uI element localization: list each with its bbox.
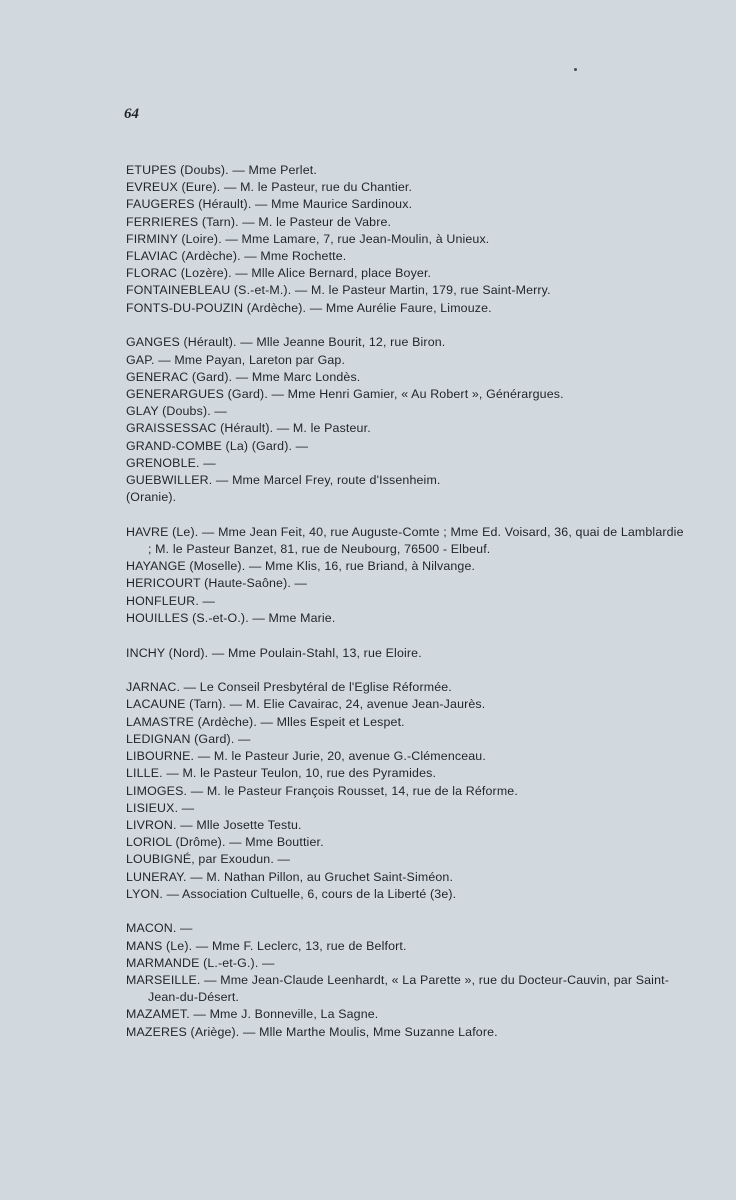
directory-entry: FERRIERES (Tarn). — M. le Pasteur de Vabre. (126, 214, 392, 229)
directory-entry: MAZERES (Ariège). — Mlle Marthe Moulis, Mme Suzanne Lafore. (126, 1024, 498, 1039)
directory-entry: ETUPES (Doubs). — Mme Perlet. (126, 163, 317, 177)
directory-entry: LAMASTRE (Ardèche). — Mlles Espeit et Lespet. (126, 714, 405, 729)
directory-entry: LYON. — Association Cultuelle, 6, cours de la Liberté (3e). (126, 886, 457, 901)
directory-entry: GLAY (Doubs). — (126, 404, 227, 419)
directory-entry: HOUILLES (S.-et-O.). — Mme Marie. (126, 610, 336, 625)
directory-entry: LILLE. — M. le Pasteur Teulon, 10, rue des Pyramides. (126, 766, 437, 781)
directory-entry: LISIEUX. — (126, 800, 195, 815)
directory-entry: EVREUX (Eure). — M. le Pasteur, rue du Chantier. (126, 180, 413, 195)
directory-entry: FIRMINY (Loire). — Mme Lamare, 7, rue Jean-Moulin, à Unieux. (126, 231, 490, 246)
directory-entry: LIMOGES. — M. le Pasteur François Rousset, 14, rue de la Réforme. (126, 783, 518, 798)
entry-group (126, 162, 686, 317)
directory-entry: GUEBWILLER. — Mme Marcel Frey, route d'Issenheim. (126, 472, 441, 487)
directory-entry: GENERARGUES (Gard). — Mme Henri Gamier, « Au Robert », Générargues. (126, 386, 564, 401)
directory-entry: MARSEILLE. — Mme Jean-Claude Leenhardt, « La Parette », rue du Docteur-Cauvin, par Saint-Jean-du-Désert. (126, 973, 669, 1005)
entry-group (126, 679, 686, 903)
directory-entry: LACAUNE (Tarn). — M. Elie Cavairac, 24, avenue Jean-Jaurès. (126, 697, 486, 712)
directory-entry: LUNERAY. — M. Nathan Pillon, au Gruchet Saint-Siméon. (126, 869, 454, 884)
directory-entry: GANGES (Hérault). — Mlle Jeanne Bourit, 12, rue Biron. (126, 335, 446, 350)
directory-entry: LIVRON. — Mlle Josette Testu. (126, 817, 302, 832)
directory-entry: LEDIGNAN (Gard). — (126, 731, 251, 746)
directory-entry: HERICOURT (Haute-Saône). — (126, 576, 308, 591)
entry-group (126, 920, 686, 1040)
directory-entry: GRENOBLE. — (126, 455, 216, 470)
directory-entry: FLORAC (Lozère). — Mlle Alice Bernard, place Boyer. (126, 266, 432, 281)
directory-entry: HAYANGE (Moselle). — Mme Klis, 16, rue Briand, à Nilvange. (126, 559, 476, 574)
directory-entry: FLAVIAC (Ardèche). — Mme Rochette. (126, 249, 347, 264)
directory-entry: GRAISSESSAC (Hérault). — M. le Pasteur. (126, 421, 371, 436)
directory-entry: MAZAMET. — Mme J. Bonneville, La Sagne. (126, 1007, 379, 1022)
entry-group (126, 524, 686, 627)
directory-entry: MACON. — (126, 921, 193, 936)
directory-entry: LORIOL (Drôme). — Mme Bouttier. (126, 835, 324, 850)
entry-group (126, 645, 686, 662)
directory-entry: GENERAC (Gard). — Mme Marc Londès. (126, 369, 361, 384)
directory-entry: (Oranie). (126, 490, 177, 505)
page-number: 64 (124, 106, 139, 122)
directory-entry: LOUBIGNÉ, par Exoudun. — (126, 852, 291, 867)
directory-entry: FAUGERES (Hérault). — Mme Maurice Sardinoux. (126, 197, 413, 212)
directory-entry: MANS (Le). — Mme F. Leclerc, 13, rue de Belfort. (126, 938, 407, 953)
directory-entry: FONTAINEBLEAU (S.-et-M.). — M. le Pasteur Martin, 179, rue Saint-Merry. (126, 283, 551, 298)
directory-entry: MARMANDE (L.-et-G.). — (126, 955, 275, 970)
directory-entry: LIBOURNE. — M. le Pasteur Jurie, 20, avenue G.-Clémenceau. (126, 749, 486, 764)
directory-entry: FONTS-DU-POUZIN (Ardèche). — Mme Aurélie Faure, Limouze. (126, 300, 492, 315)
directory-entries (126, 162, 686, 1058)
paper-speck (574, 68, 577, 71)
directory-entry: GAP. — Mme Payan, Lareton par Gap. (126, 352, 346, 367)
directory-entry: INCHY (Nord). — Mme Poulain-Stahl, 13, rue Eloire. (126, 645, 422, 660)
directory-entry: HAVRE (Le). — Mme Jean Feit, 40, rue Auguste-Comte ; Mme Ed. Voisard, 36, quai de Lamblardie ; M. le Pasteur Banzet, 81, rue de Neubourg, 76500 - Elbeuf. (126, 524, 684, 557)
entry-group (126, 334, 686, 506)
directory-entry: JARNAC. — Le Conseil Presbytéral de l'Eglise Réformée. (126, 680, 452, 695)
directory-entry: GRAND-COMBE (La) (Gard). — (126, 438, 309, 453)
directory-entry: HONFLEUR. — (126, 593, 216, 608)
